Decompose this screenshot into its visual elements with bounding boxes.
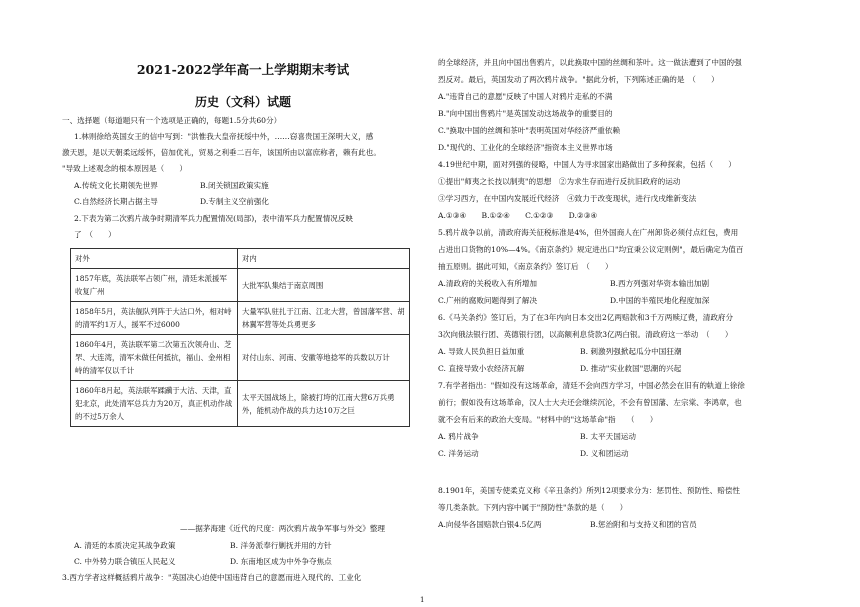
q3-option-d: D."现代的、工业化的全球经济"指资本主义世界市场 bbox=[438, 143, 613, 152]
table-cell: 对付山东、河南、安徽等地捻军的兵数以万计 bbox=[238, 335, 410, 381]
q7-option-d: D. 义和团运动 bbox=[580, 449, 629, 458]
table-cell: 1858年5月，英法舰队列阵于大沽口外，相对峙的清军约1万人，援军不过6000 bbox=[71, 302, 238, 335]
table-cell: 太平天国战场上，除被打垮的江南大营6万兵勇外，能机动作战的兵力达10万之巨 bbox=[238, 381, 410, 427]
q8-line1: 8.1901年，美国专使柔克义称《辛丑条约》所列12项要求分为：惩罚性、预防性、赔偿性 bbox=[438, 486, 741, 495]
q3-line2: 的全球经济，并且向中国出售鸦片，以此换取中国的丝绸和茶叶。这一做法遭到了中国的强 bbox=[438, 58, 742, 67]
q6-line2: 3次向俄法银行团、英德银行团，以高额利息贷款3亿两白银。清政府这一举动 （ ） bbox=[438, 330, 733, 339]
q4-item-3-4: ③学习西方，在中国内发展近代经济 ④致力于改变现状，进行戊戌维新变法 bbox=[438, 194, 697, 203]
table-row bbox=[71, 381, 410, 427]
table-cell: 大量军队驻扎于江南、江北大营，曾国藩军营、胡林翼军营等处兵勇更多 bbox=[238, 302, 410, 335]
table-header-cell: 对内 bbox=[238, 249, 410, 269]
section-heading: 一、选择题（每道题只有一个选项是正确的，每题1.5分共60分） bbox=[62, 116, 282, 125]
q7-option-a: A. 鸦片战争 bbox=[438, 432, 479, 441]
q7-option-b: B. 太平天国运动 bbox=[580, 432, 636, 441]
q7-option-c: C. 洋务运动 bbox=[438, 449, 479, 458]
q2-option-d: D. 东南地区成为中外争夺焦点 bbox=[230, 557, 332, 566]
table-cell: 1860年4月，英法联军第二次第五次领舟山、芝罘、大连湾，清军未做任何抵抗，福山、金州相峙的清军仅以千计 bbox=[71, 335, 238, 381]
q3-option-c: C."换取中国的丝绸和茶叶"表明英国对华经济严重依赖 bbox=[438, 126, 620, 135]
q6-option-d: D. 推动"实业救国"思潮的兴起 bbox=[580, 364, 682, 373]
q5-option-a: A.清政府的关税收入有所增加 bbox=[438, 279, 538, 288]
q6-option-b: B. 刺激列强掀起瓜分中国狂潮 bbox=[580, 347, 682, 356]
q1-option-b: B.闭关锁国政策实施 bbox=[200, 181, 269, 190]
exam-subtitle: 历史（文科）试题 bbox=[194, 95, 291, 109]
q6-option-c: C. 直接导致小农经济瓦解 bbox=[438, 364, 525, 373]
q5-option-c: C.广州的腐败问题得到了解决 bbox=[438, 296, 538, 305]
q1-option-c: C.自然经济长期占据主导 bbox=[74, 197, 158, 206]
q5-option-b: B.西方列强对华资本输出加剧 bbox=[610, 279, 710, 288]
q2-option-a: A. 清廷的本质决定其战争政策 bbox=[74, 541, 176, 550]
table-row bbox=[71, 302, 410, 335]
q1-line3: "导致上述观念的根本原因是（ ） bbox=[62, 164, 187, 173]
exam-title: 2021-2022学年高一上学期期末考试 bbox=[136, 62, 350, 77]
table-header-cell: 对外 bbox=[71, 249, 238, 269]
q3-line1: 3.西方学者这样概括鸦片战争："英国决心迫使中国违背自己的意愿而进入现代的、工业化 bbox=[62, 573, 362, 582]
page-number: 1 bbox=[420, 596, 425, 604]
q3-option-a: A."违背自己的意愿"反映了中国人对鸦片走私的不满 bbox=[438, 92, 613, 101]
q6-option-a: A. 导致人民负担日益加重 bbox=[438, 347, 525, 356]
q6-line1: 6.《马关条约》签订后，为了在3年内向日本交出2亿两赔款和3千万两赎辽费，清政府分 bbox=[438, 313, 734, 322]
table-source: ——据茅海建《近代的尺度：两次鸦片战争军事与外交》整理 bbox=[180, 524, 386, 533]
table-cell: 1857年底，英法联军占领广州，清廷未派援军收复广州 bbox=[71, 269, 238, 302]
table-cell: 大批军队集结于南京周围 bbox=[238, 269, 410, 302]
q4-options: A.①③④ B.①②④ C.①②③ D.②③④ bbox=[438, 211, 598, 220]
q1-line1: 1.林则徐给英国女王的信中写到："洪惟我大皇帝抚绥中外，……窃喜贵国王深明大义，感 bbox=[74, 132, 374, 141]
table-row bbox=[71, 335, 410, 381]
q8-option-b: B.惩治附和与支持义和团的官员 bbox=[590, 520, 697, 529]
q7-line3: 就不会有后来的政治大变局。"材料中的"这场革命"指 （ ） bbox=[438, 415, 658, 424]
q1-line2: 激天恩，是以天朝柔远绥怀，倍加优礼，贸易之利垂二百年，该国所由以富庶称者，赖有此也。 bbox=[62, 148, 381, 157]
q2-option-c: C. 中外势力联合镇压人民起义 bbox=[74, 557, 176, 566]
q2-line1: 2.下表为第二次鸦片战争时期清军兵力配置情况(局部)，表中清军兵力配置情况反映 bbox=[74, 214, 353, 223]
troop-table bbox=[70, 248, 410, 427]
q4-line1: 4.19世纪中期，面对列强的侵略，中国人为寻求国家出路做出了多种探索，包括（ ） bbox=[438, 160, 736, 169]
q7-line1: 7.有学者指出："假如没有这场革命，清廷不会向西方学习，中国必然会在旧有的轨道上徐徐 bbox=[438, 381, 745, 390]
q8-line2: 等几类条款。下列内容中属于"预防性"条款的是（ ） bbox=[438, 503, 628, 512]
table-header-row bbox=[71, 249, 410, 269]
q5-line3: 抽五原则。据此可知，《南京条约》签订后 （ ） bbox=[438, 262, 613, 271]
q5-option-d: D.中国的半殖民地化程度加深 bbox=[610, 296, 710, 305]
q5-line2: 占进出口货物的10%—4%。《南京条约》规定进出口"均宜秉公议定则例"，最后确定为值百 bbox=[438, 245, 744, 254]
q2-line2: 了 （ ） bbox=[74, 230, 116, 239]
q7-line2: 前行；假如没有这场革命，汉人士大夫还会继续沉沦，不会有曾国藩、左宗棠、李鸿章，也 bbox=[438, 398, 742, 407]
q3-line3: 烈反对。最后，英国发动了两次鸦片战争。"据此分析，下列陈述正确的是 （ ） bbox=[438, 75, 719, 84]
q1-option-d: D.专制主义空前强化 bbox=[200, 197, 269, 206]
q5-line1: 5.鸦片战争以前，清政府海关征税标准是4%，但外国商人在广州卸货必须付点红包，费用 bbox=[438, 228, 739, 237]
q3-option-b: B."向中国出售鸦片"是英国发动这场战争的重要目的 bbox=[438, 109, 613, 118]
table-cell: 1860年8月起，英法联军蹂躏于大沽、天津，直犯北京，此处清军总兵力为20万，真正机动作战的不过5万余人 bbox=[71, 381, 238, 427]
q8-option-a: A.向侵华各国赔款白银4.5亿两 bbox=[438, 520, 542, 529]
q1-option-a: A.传统文化长期领先世界 bbox=[74, 181, 158, 190]
q2-option-b: B. 洋务派奉行剿抚并用的方针 bbox=[230, 541, 332, 550]
q4-item-1-2: ①提出"师夷之长技以制夷"的思想 ②为求生存而进行反抗旧政府的运动 bbox=[438, 177, 681, 186]
table-row bbox=[71, 269, 410, 302]
